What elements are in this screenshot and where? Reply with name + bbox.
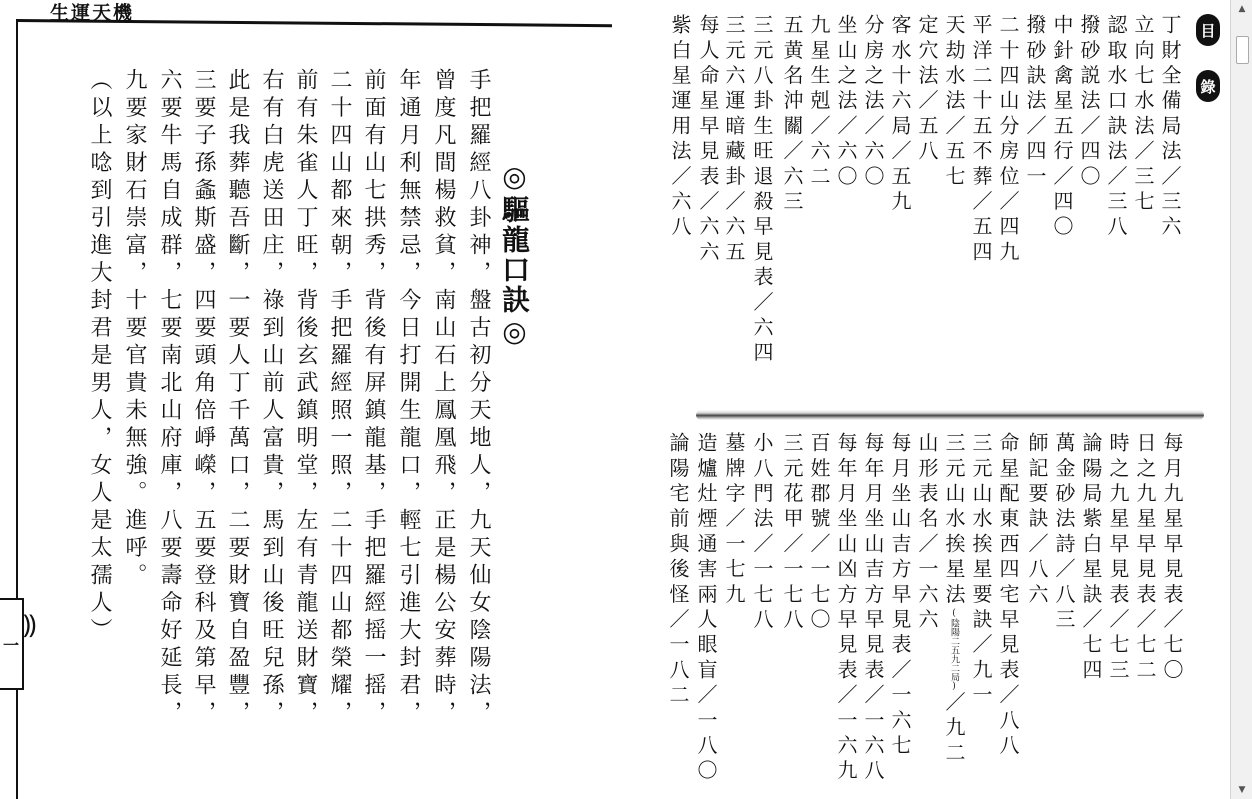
toc-entry: 坐山之法／六〇 (834, 14, 858, 191)
toc-entry: 定穴法／五八 (915, 14, 939, 166)
toc-entry-title: 三元山水挨星法 (942, 432, 966, 609)
toc-entry: 造爐灶煙通害兩人眼盲／一八〇 (694, 432, 718, 785)
running-head: 生運天機 (50, 2, 135, 24)
toc-entry: 認取水口訣法／三八 (1104, 14, 1128, 241)
arrow-up-icon: ▲ (1238, 4, 1246, 14)
verse-column: 手把羅經八卦神，盤古初分天地人，九天仙女陰陽法， (466, 68, 491, 728)
verse-column: 三要子孫螽斯盛，四要頭角倍崢嶸，五要登科及第早， (191, 68, 216, 728)
left-page (0, 0, 625, 799)
toc-entry: 天劫水法／五七 (942, 14, 966, 191)
toc-entry: 命星配東西四宅早見表／八八 (996, 432, 1020, 760)
toc-entry: 時之九星早見表／七三 (1106, 432, 1130, 684)
toc-entry: 每人命星早見表／六六 (696, 14, 720, 266)
toc-entry: 百姓郡號／一七〇 (807, 432, 831, 634)
toc-entry-note: (陰陽二五九二局) (949, 608, 959, 692)
scroll-down-button[interactable] (1231, 781, 1252, 799)
toc-entry: 撥砂説法／四〇 (1077, 14, 1101, 191)
verse-column: 曾度凡間楊救貧，南山石上鳳凰飛，正是楊公安葬時， (431, 68, 456, 728)
verse-column: 前有朱雀人丁旺，背後玄武鎮明堂，左有青龍送財寶， (293, 68, 318, 728)
verse-column: 九要家財石崇富，十要官貴未無強。進呼。 (122, 68, 147, 591)
verse-column: 前面有山七拱秀，背後有屏鎮龍基，手把羅經摇一摇， (361, 68, 386, 728)
verse-column: 右有白虎送田庄，祿到山前人富貴，馬到山後旺兒孫， (259, 68, 284, 728)
arrow-down-icon: ▼ (1238, 785, 1246, 795)
toc-entry: 三元六運暗藏卦／六五 (722, 14, 746, 266)
verse-column: 二十四山都來朝，手把羅經照一照，二十四山都榮耀， (327, 68, 352, 728)
toc-entry: 中針禽星五行／四〇 (1050, 14, 1074, 241)
toc-entry: 三元山水挨星要訣／九一 (969, 432, 993, 710)
verse-column: 年通月利無禁忌，今日打開生龍口，輕七引進大封君， (396, 68, 421, 728)
toc-entry: 五黄名沖關／六三 (780, 14, 804, 216)
toc-entry: 丁財全備局法／三六 (1158, 14, 1182, 241)
scroll-thumb[interactable] (1236, 36, 1249, 64)
toc-entry: 每月九星早見表／七〇 (1160, 432, 1184, 684)
toc-entry: 紫白星運用法／六八 (668, 14, 692, 241)
verse-column: （以上唸到引進大封君是男人，女人是太孺人） (87, 68, 112, 646)
toc-entry: 山形表名／一六六 (915, 432, 939, 634)
verse-column: 六要牛馬自成群，七要南北山府庫，八要壽命好延長， (157, 68, 182, 728)
toc-entry: 三元花甲／一七八 (780, 432, 804, 634)
vertical-scrollbar[interactable] (1230, 0, 1252, 799)
toc-entry: 撥砂訣法／四一 (1023, 14, 1047, 191)
toc-entry (944, 432, 964, 767)
page-tab-number: 一 (2, 635, 19, 655)
toc-badge: 目 (1196, 14, 1220, 46)
toc-entry: 九星生剋／六二 (807, 14, 831, 191)
section-divider (696, 410, 1204, 420)
toc-entry: 萬金砂法詩／八三 (1052, 432, 1076, 634)
verse-column: 此是我葬聽吾斷，一要人丁千萬口，二要財寶自盈豐， (225, 68, 250, 728)
toc-entry: 每年月坐山凶方早見表／一六九 (834, 432, 858, 785)
toc-entry: 每年月坐山吉方早見表／一六八 (861, 432, 885, 785)
ornament-icon: ⸩ (23, 610, 37, 640)
toc-entry: 二十四山分房位／四九 (996, 14, 1020, 266)
toc-entry: 每月坐山吉方早見表／一六七 (888, 432, 912, 760)
toc-entry: 三元八卦生旺退殺早見表／六四 (750, 14, 774, 367)
toc-entry: 日之九星早見表／七二 (1133, 432, 1157, 684)
right-page (640, 0, 1230, 799)
toc-entry: 立向七水法／三七 (1131, 14, 1155, 216)
toc-entry: 論陽宅前與後怪／一八二 (666, 432, 690, 710)
toc-entry: 平洋二十五不葬／五四 (969, 14, 993, 266)
scroll-up-button[interactable] (1231, 0, 1252, 18)
toc-entry: 墓牌字／一七九 (722, 432, 746, 609)
toc-badge: 錄 (1196, 70, 1220, 102)
toc-entry: 小八門法／一七八 (750, 432, 774, 634)
page-tab (0, 598, 24, 690)
toc-entry: 分房之法／六〇 (861, 14, 885, 191)
toc-entry: 師記要訣／八六 (1025, 432, 1049, 609)
section-heading: ◎驅龍口訣◎ (498, 160, 531, 350)
toc-entry: 客水十六局／五九 (888, 14, 912, 216)
toc-entry-page: ／九二 (942, 691, 966, 768)
toc-entry: 論陽局紫白星訣／七四 (1079, 432, 1103, 684)
